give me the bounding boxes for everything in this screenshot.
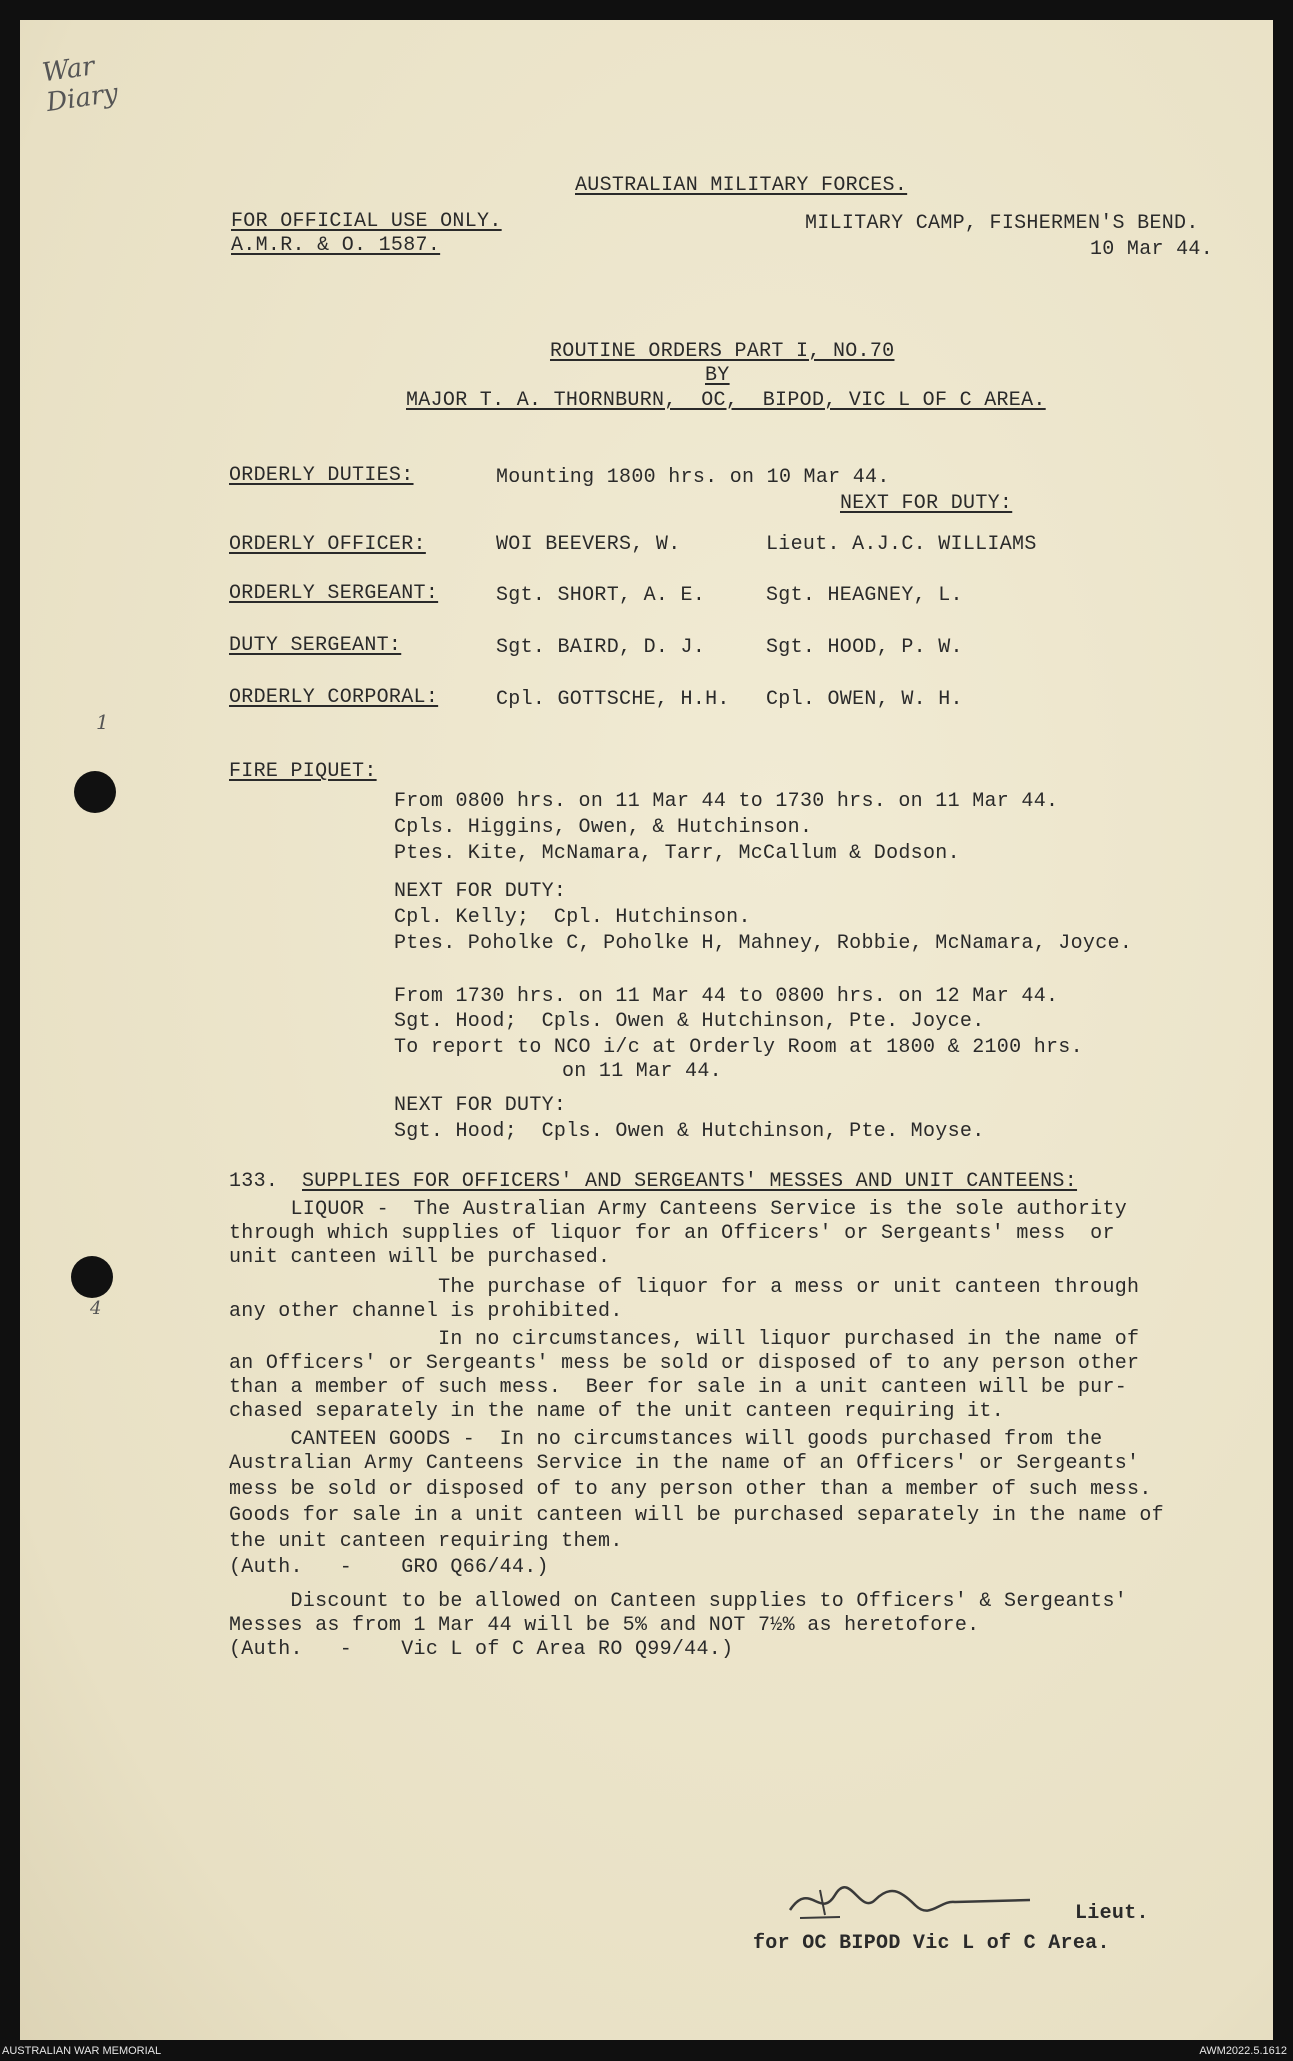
document-date: 10 Mar 44.: [1090, 238, 1214, 261]
signature-scribble: [780, 1870, 1040, 1930]
margin-mark: 1: [96, 710, 109, 734]
org-heading: AUSTRALIAN MILITARY FORCES.: [575, 174, 908, 197]
body-line: Discount to be allowed on Canteen supplies to Officers' & Sergeants': [229, 1590, 1128, 1613]
duty-current: Cpl. GOTTSCHE, H.H.: [496, 688, 730, 711]
body-line: LIQUOR - The Australian Army Canteens Service is the sole authority: [229, 1198, 1128, 1221]
amr-reference: A.M.R. & O. 1587.: [231, 234, 441, 257]
body-line: any other channel is prohibited.: [229, 1300, 623, 1323]
body-line: Goods for sale in a unit canteen will be purchased separately in the name of: [229, 1504, 1164, 1527]
duty-next: Lieut. A.J.C. WILLIAMS: [766, 533, 1037, 556]
duty-role: DUTY SERGEANT:: [229, 634, 402, 657]
item-heading: SUPPLIES FOR OFFICERS' AND SERGEANTS' MESSES AND UNIT CANTEENS:: [302, 1170, 1078, 1193]
body-line: (Auth. - GRO Q66/44.): [229, 1556, 549, 1579]
duties-mounting: Mounting 1800 hrs. on 10 Mar 44.: [496, 466, 890, 489]
body-line: unit canteen will be purchased.: [229, 1246, 611, 1269]
body-line: than a member of such mess. Beer for sale in a unit canteen will be pur-: [229, 1376, 1128, 1399]
footer-reference: AWM2022.5.1612: [1199, 2045, 1287, 2057]
orders-title: ROUTINE ORDERS PART I, NO.70: [550, 340, 895, 363]
official-use: FOR OFFICIAL USE ONLY.: [231, 210, 502, 233]
duties-label: ORDERLY DUTIES:: [229, 464, 414, 487]
punch-hole-bottom: [71, 1256, 113, 1298]
signatory-rank: Lieut.: [1075, 1902, 1149, 1925]
body-line: mess be sold or disposed of to any person other than a member of such mess.: [229, 1478, 1152, 1501]
piquet-line: Ptes. Poholke C, Poholke H, Mahney, Robbie, McNamara, Joyce.: [394, 932, 1133, 955]
piquet-line: From 0800 hrs. on 11 Mar 44 to 1730 hrs. on 11 Mar 44.: [394, 790, 1059, 813]
piquet-line: Sgt. Hood; Cpls. Owen & Hutchinson, Pte. Moyse.: [394, 1120, 985, 1143]
orders-by: BY: [705, 364, 730, 387]
duty-next: Sgt. HOOD, P. W.: [766, 636, 963, 659]
duty-role: ORDERLY OFFICER:: [229, 533, 426, 556]
body-line: In no circumstances, will liquor purchased in the name of: [229, 1328, 1140, 1351]
item-number: 133.: [229, 1170, 279, 1193]
body-line: The purchase of liquor for a mess or unit canteen through: [229, 1276, 1140, 1299]
handwritten-annotation: War Diary: [40, 51, 120, 119]
orders-issuer: MAJOR T. A. THORNBURN, OC, BIPOD, VIC L OF C AREA.: [406, 389, 1046, 412]
location: MILITARY CAMP, FISHERMEN'S BEND.: [805, 212, 1199, 235]
duty-role: ORDERLY CORPORAL:: [229, 686, 439, 709]
body-line: through which supplies of liquor for an Officers' or Sergeants' mess or: [229, 1222, 1115, 1245]
piquet-line: Cpls. Higgins, Owen, & Hutchinson.: [394, 816, 813, 839]
piquet-line: NEXT FOR DUTY:: [394, 880, 567, 903]
signatory-title: for OC BIPOD Vic L of C Area.: [753, 1932, 1110, 1955]
piquet-line: To report to NCO i/c at Orderly Room at 1800 & 2100 hrs.: [394, 1036, 1083, 1059]
duty-current: WOI BEEVERS, W.: [496, 533, 681, 556]
body-line: the unit canteen requiring them.: [229, 1530, 623, 1553]
footer-archive: AUSTRALIAN WAR MEMORIAL: [2, 2045, 162, 2057]
margin-mark: 4: [90, 1298, 102, 1319]
duty-next: Sgt. HEAGNEY, L.: [766, 584, 963, 607]
fire-piquet-label: FIRE PIQUET:: [229, 760, 377, 783]
piquet-line: on 11 Mar 44.: [562, 1060, 722, 1083]
body-line: Australian Army Canteens Service in the name of an Officers' or Sergeants': [229, 1452, 1140, 1475]
piquet-line: From 1730 hrs. on 11 Mar 44 to 0800 hrs. on 12 Mar 44.: [394, 985, 1059, 1008]
body-line: (Auth. - Vic L of C Area RO Q99/44.): [229, 1638, 734, 1661]
duty-current: Sgt. SHORT, A. E.: [496, 584, 706, 607]
piquet-line: Cpl. Kelly; Cpl. Hutchinson.: [394, 906, 751, 929]
duty-next: Cpl. OWEN, W. H.: [766, 688, 963, 711]
duty-current: Sgt. BAIRD, D. J.: [496, 636, 706, 659]
piquet-line: NEXT FOR DUTY:: [394, 1094, 567, 1117]
body-line: an Officers' or Sergeants' mess be sold or disposed of to any person other: [229, 1352, 1140, 1375]
piquet-line: Ptes. Kite, McNamara, Tarr, McCallum & Dodson.: [394, 842, 960, 865]
piquet-line: Sgt. Hood; Cpls. Owen & Hutchinson, Pte. Joyce.: [394, 1010, 985, 1033]
punch-hole-top: [74, 771, 116, 813]
next-for-duty-label: NEXT FOR DUTY:: [840, 492, 1013, 515]
duty-role: ORDERLY SERGEANT:: [229, 582, 439, 605]
body-line: CANTEEN GOODS - In no circumstances will goods purchased from the: [229, 1428, 1103, 1451]
body-line: chased separately in the name of the unit canteen requiring it.: [229, 1400, 1005, 1423]
body-line: Messes as from 1 Mar 44 will be 5% and NOT 7½% as heretofore.: [229, 1614, 980, 1637]
